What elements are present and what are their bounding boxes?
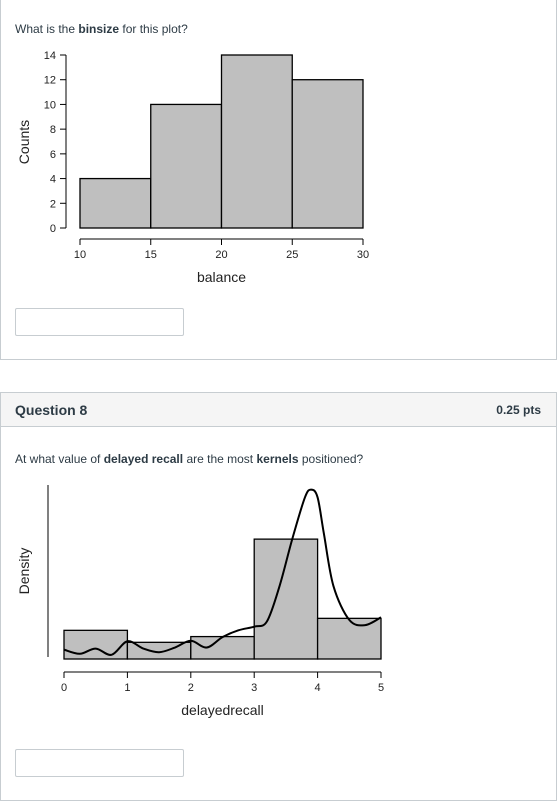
prompt-text: are the most bbox=[183, 452, 257, 466]
question-header bbox=[1, 393, 556, 427]
y-axis-label: Counts bbox=[16, 119, 32, 165]
x-tick-label: 20 bbox=[215, 249, 228, 261]
question-7-card bbox=[0, 0, 557, 360]
x-tick-label: 5 bbox=[377, 682, 385, 694]
prompt-text: At what value of bbox=[15, 452, 104, 466]
prompt-text: What is the bbox=[15, 22, 79, 36]
points-badge: 0.25 pts bbox=[496, 403, 541, 417]
prompt-text: for this plot? bbox=[119, 22, 188, 36]
answer-input[interactable] bbox=[15, 308, 184, 336]
histogram-bar bbox=[318, 618, 381, 659]
x-tick-label: 4 bbox=[314, 682, 321, 694]
x-tick-label: 15 bbox=[144, 249, 157, 261]
question-7-prompt bbox=[15, 22, 188, 36]
x-tick-label: 0 bbox=[60, 682, 68, 694]
histogram-bar bbox=[254, 539, 317, 659]
y-tick-label: 10 bbox=[43, 99, 56, 112]
question-8-prompt bbox=[15, 452, 363, 466]
y-tick-label: 6 bbox=[49, 148, 56, 161]
y-tick-label: 4 bbox=[49, 173, 56, 186]
x-tick-label: 3 bbox=[251, 682, 258, 694]
y-tick-label: 0 bbox=[49, 223, 56, 235]
x-axis-label: delayedrecall bbox=[181, 702, 264, 718]
x-tick-label: 10 bbox=[73, 249, 87, 261]
x-tick-label: 25 bbox=[286, 249, 299, 261]
prompt-bold-term: delayed recall bbox=[103, 452, 184, 466]
histogram-bar bbox=[151, 104, 222, 228]
y-axis-label: Density bbox=[16, 547, 32, 595]
prompt-text: positioned? bbox=[298, 452, 364, 466]
question-title: Question 8 bbox=[15, 402, 88, 418]
y-tick-label: 14 bbox=[43, 50, 56, 62]
histogram-bar bbox=[64, 630, 127, 659]
balance-histogram bbox=[1, 39, 401, 289]
x-tick-label: 2 bbox=[187, 682, 194, 694]
x-axis-label: balance bbox=[196, 269, 247, 285]
x-tick-label: 30 bbox=[356, 249, 370, 261]
question-8-card bbox=[0, 392, 557, 801]
y-tick-label: 2 bbox=[49, 198, 56, 211]
histogram-bar bbox=[80, 179, 151, 228]
y-tick-label: 12 bbox=[43, 74, 56, 87]
x-tick-label: 1 bbox=[124, 682, 131, 694]
delayedrecall-density-histogram bbox=[1, 475, 421, 735]
answer-input[interactable] bbox=[15, 749, 184, 777]
prompt-bold-term: binsize bbox=[78, 22, 120, 36]
histogram-bar bbox=[222, 55, 293, 228]
histogram-bar bbox=[292, 80, 363, 228]
y-tick-label: 8 bbox=[49, 124, 56, 137]
histogram-bar bbox=[191, 637, 254, 659]
prompt-bold-term: kernels bbox=[256, 452, 299, 466]
